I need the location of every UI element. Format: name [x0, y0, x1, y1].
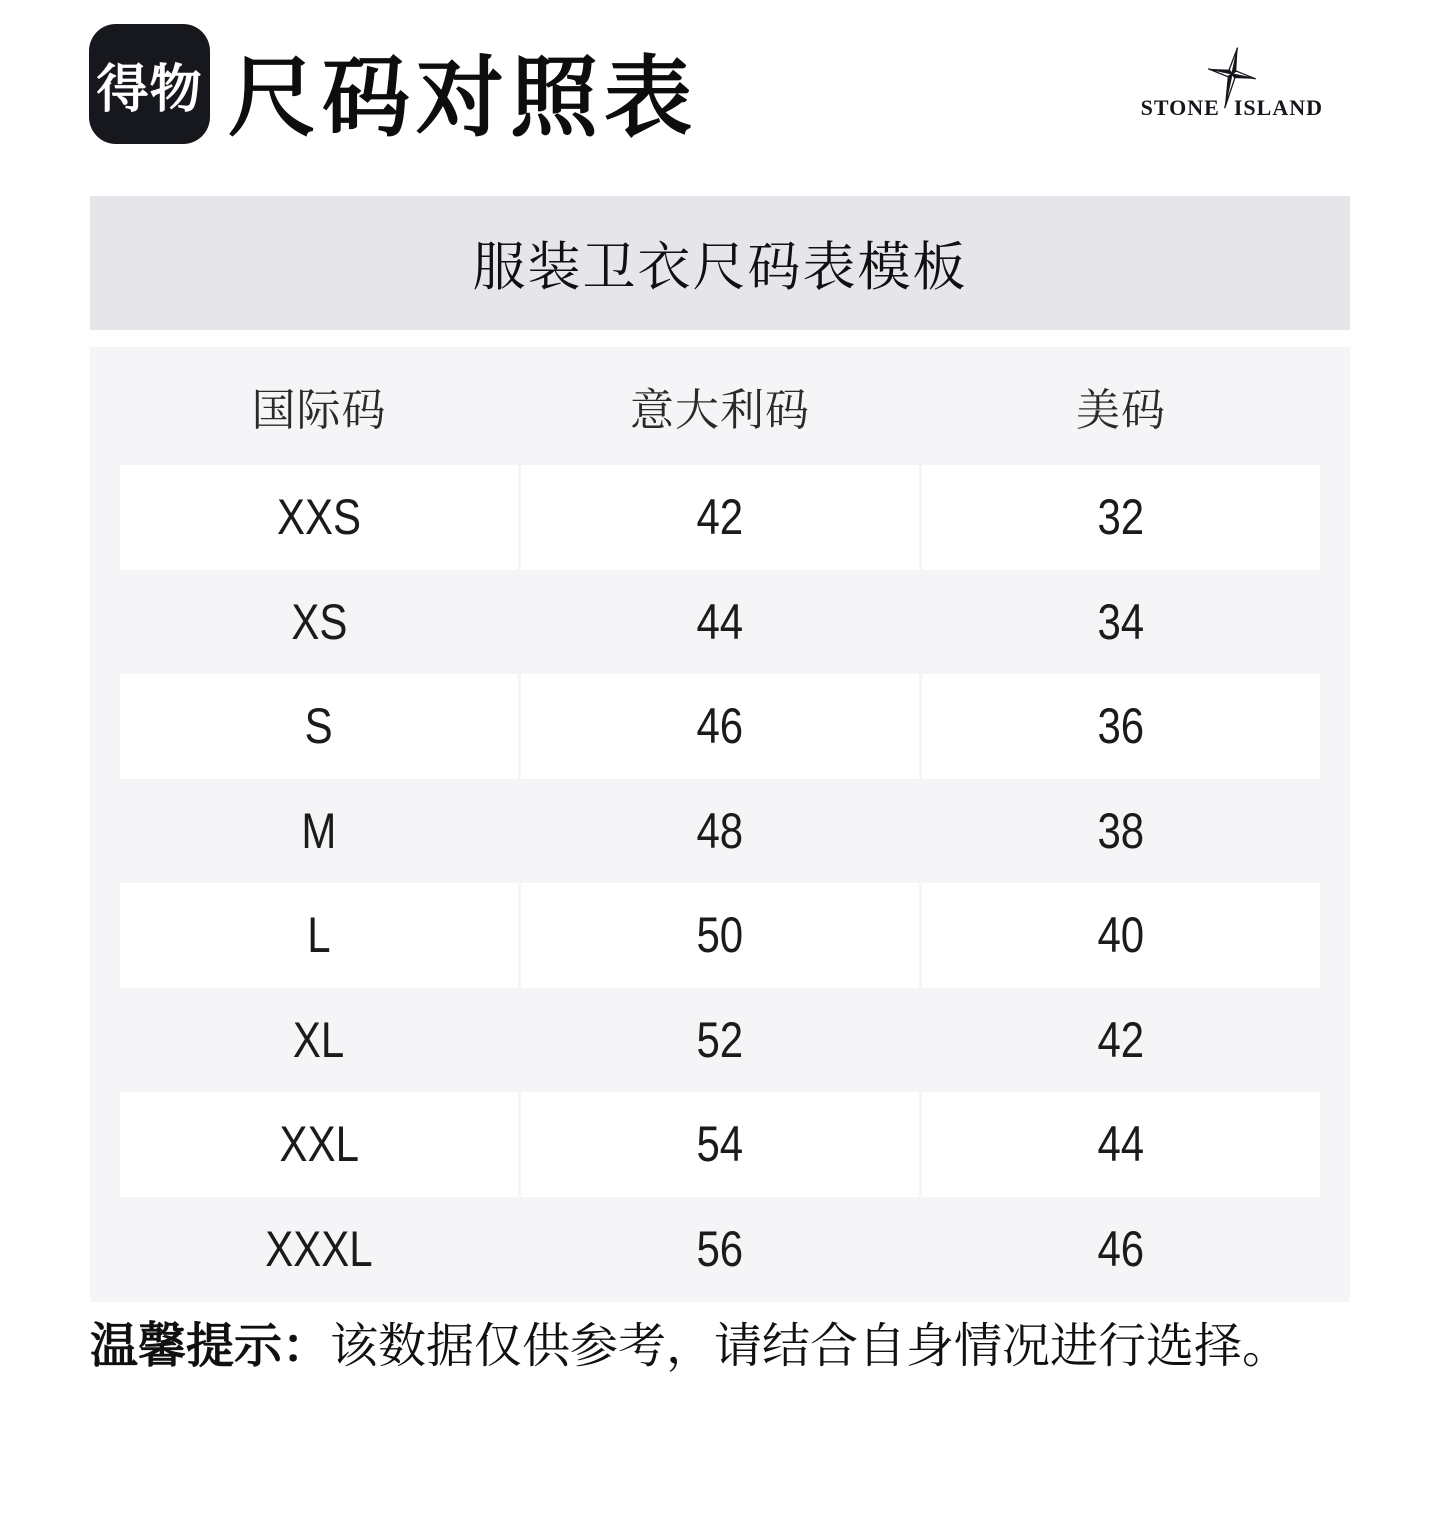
- table-cell-international: XXL: [120, 1092, 518, 1197]
- table-cell-international: L: [120, 883, 518, 988]
- brand-name: [1141, 95, 1323, 121]
- table-row: [120, 988, 1320, 1093]
- table-cell-us: 32: [922, 465, 1320, 570]
- table-cell-international: M: [301, 802, 337, 859]
- footer-note: [90, 1316, 1290, 1378]
- table-cell-us: 40: [922, 883, 1320, 988]
- table-row: [120, 465, 1320, 570]
- size-table: [90, 347, 1350, 1302]
- table-cell-italy: 48: [696, 802, 744, 859]
- table-cell-us: 34: [1097, 593, 1145, 650]
- brand-name-island: ISLAND: [1233, 95, 1323, 120]
- footer-note-label: 温馨提示：: [90, 1320, 331, 1373]
- table-row: [120, 674, 1320, 779]
- table-cell-international: XXS: [120, 465, 518, 570]
- dewu-app-logo: [89, 24, 210, 144]
- table-cell-us: 36: [922, 674, 1320, 779]
- table-cell-italy: 44: [696, 593, 744, 650]
- table-cell-italy: 52: [696, 1011, 744, 1068]
- table-cell-international: XS: [290, 593, 348, 650]
- column-header-us: 美码: [1076, 386, 1166, 435]
- table-row: [120, 1197, 1320, 1302]
- table-cell-us: 38: [1097, 802, 1145, 859]
- table-row: [120, 883, 1320, 988]
- column-header-italy: 意大利码: [630, 386, 810, 435]
- table-cell-us: 42: [1097, 1011, 1145, 1068]
- table-row: [120, 1092, 1320, 1197]
- brand-name-stone: STONE: [1140, 95, 1220, 120]
- table-cell-us: 46: [1097, 1220, 1145, 1277]
- table-cell-italy: 50: [521, 883, 919, 988]
- table-cell-international: S: [120, 674, 518, 779]
- table-cell-international: XXXL: [265, 1220, 373, 1277]
- table-cell-international: XL: [293, 1011, 345, 1068]
- table-cell-italy: 54: [521, 1092, 919, 1197]
- table-cell-italy: 56: [696, 1220, 744, 1277]
- footer-note-text: 该数据仅供参考，请结合自身情况进行选择。: [330, 1320, 1291, 1373]
- banner-title: 服装卫衣尺码表模板: [472, 238, 968, 297]
- page-title: 尺码对照表: [228, 48, 699, 147]
- table-cell-italy: 46: [521, 674, 919, 779]
- table-header-row: [120, 347, 1320, 465]
- dewu-logo-text: 得物: [96, 60, 203, 119]
- column-header-international: 国际码: [251, 386, 387, 435]
- stone-island-logo: [1141, 46, 1323, 121]
- table-cell-italy: 42: [521, 465, 919, 570]
- table-cell-us: 44: [922, 1092, 1320, 1197]
- banner: [90, 196, 1350, 330]
- table-row: [120, 570, 1320, 675]
- table-row: [120, 779, 1320, 884]
